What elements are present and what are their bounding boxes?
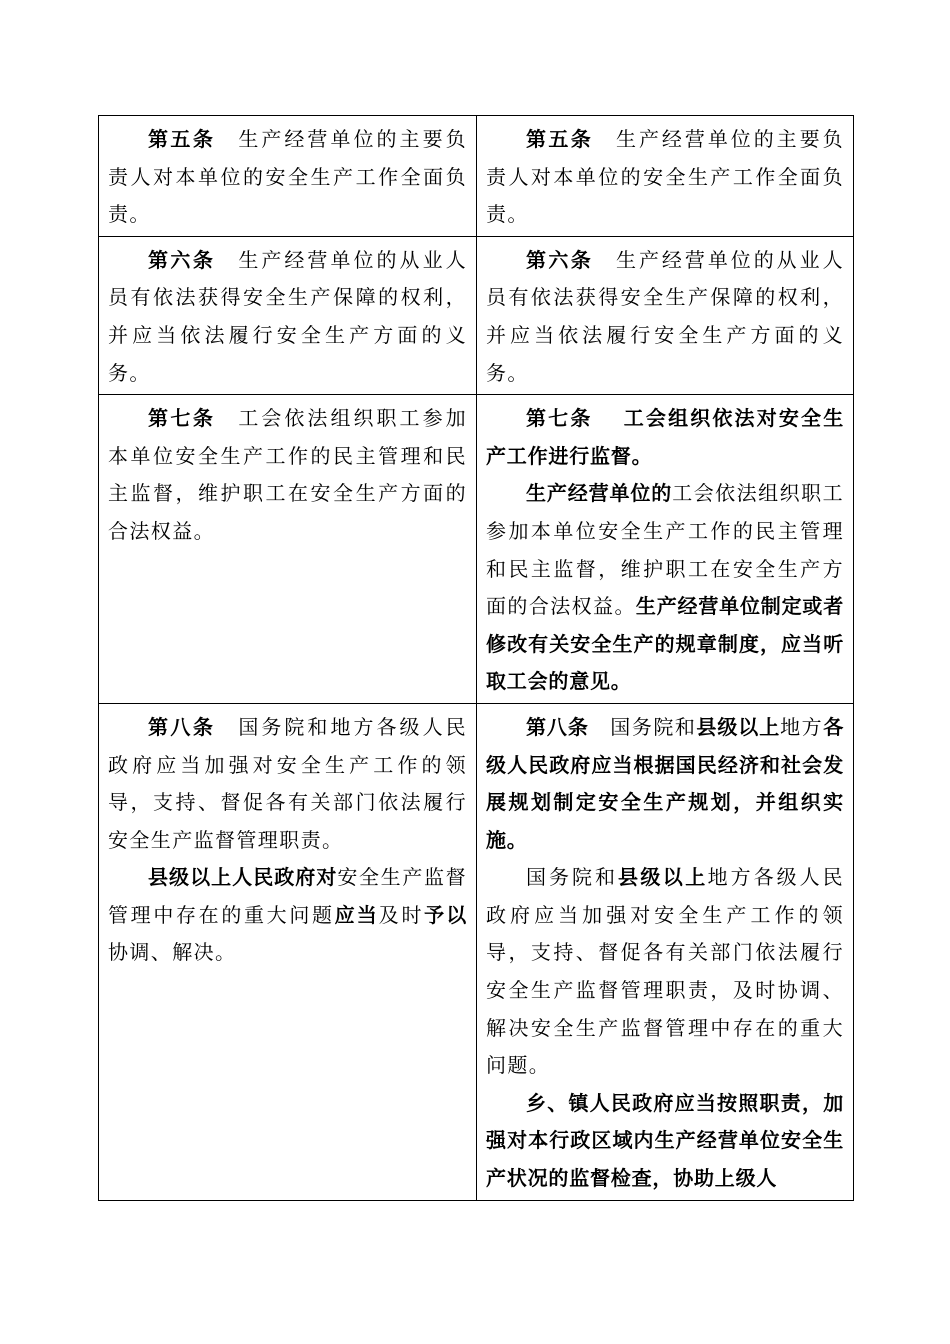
bold-text-run: 第五条 xyxy=(148,127,216,151)
bold-text-run: 乡、镇人民政府应当按照职责，加强对本行政区域内生产经营单位安全生产状况的监督检查，协助上级人 xyxy=(486,1090,844,1191)
text-run: 及时 xyxy=(378,902,425,927)
original-text-cell xyxy=(99,116,477,237)
original-text-cell xyxy=(99,395,477,704)
article-paragraph xyxy=(486,1085,844,1198)
bold-text-run: 应当 xyxy=(334,902,379,927)
table-row xyxy=(99,236,854,394)
bold-text-run: 各级人民政府应当根据国民经济和社会发展规划制定安全生产规划，并组织实施。 xyxy=(486,714,845,852)
text-run: 国务院和 xyxy=(526,865,618,890)
article-paragraph xyxy=(108,242,467,392)
article-paragraph xyxy=(108,709,467,859)
bold-text-run: 县级以上人民政府对 xyxy=(148,865,338,890)
text-run: 地方 xyxy=(780,714,824,739)
original-text-cell xyxy=(99,703,477,1200)
revised-text-cell xyxy=(477,236,854,394)
revised-text-cell xyxy=(477,116,854,237)
text-run: 生产经营单位的主要负责人对本单位的安全生产工作全面负责。 xyxy=(108,127,467,227)
bold-text-run: 第五条 xyxy=(526,127,594,151)
article-paragraph xyxy=(108,400,467,550)
bold-text-run: 第六条 xyxy=(526,247,594,272)
text-run: 国务院和 xyxy=(588,714,697,739)
table-row xyxy=(99,116,854,237)
bold-text-run: 第七条 工会组织依法对安全生产工作进行监督。 xyxy=(486,406,844,468)
text-run: ，及时协调、解决安全生产监督管理中存在的重大问题。 xyxy=(486,978,845,1078)
bold-text-run: 生产经营单位制定或者修改有关安全生产的规章制度，应当听取工会的意见。 xyxy=(486,594,844,694)
article-paragraph xyxy=(108,121,467,234)
text-run: 生产经营单位的从业人员有依法获得安全生产保障的权利，并应当依法履行安全生产方面的义务。 xyxy=(486,247,844,385)
text-run: 协调、解决。 xyxy=(108,940,237,965)
table-row xyxy=(99,703,854,1200)
comparison-table xyxy=(98,115,854,1201)
original-text-cell xyxy=(99,236,477,394)
text-run: 工会依法组织职工参加本单位安全生产工作的民主管理和民主监督，维护职工在安全生产方面的合法权益。 xyxy=(486,481,844,619)
bold-text-run: 予以 xyxy=(424,902,468,927)
article-paragraph xyxy=(486,475,844,701)
text-run: 国务院和地方各级人民政府应当加强对安全生产工作的领导，支持、督促各有关部门依法履行安全生产监督管理职责。 xyxy=(108,714,467,852)
article-paragraph xyxy=(486,859,844,1085)
bold-text-run: 第八条 xyxy=(148,714,216,739)
bold-text-run: 县级以上 xyxy=(696,714,781,739)
text-run: 工会依法组织职工参加本单位安全生产工作的民主管理和民主监督，维护职工在安全生产方面的合法权益。 xyxy=(108,406,467,543)
text-run: 生产经营单位的主要负责人对本单位的安全生产工作全面负责。 xyxy=(486,127,844,227)
article-paragraph xyxy=(108,859,467,972)
article-paragraph xyxy=(486,709,844,859)
bold-text-run: 第七条 xyxy=(148,406,216,431)
revised-text-cell xyxy=(477,395,854,704)
text-run: 安全生产监督管理中存在的重大问题 xyxy=(108,865,468,927)
text-run: 地方各级人民政府应当加强对安全生产工作的领导，支持、督促各有关部门依法履行安全生产监督管理职责 xyxy=(486,865,845,1003)
revised-text-cell xyxy=(477,703,854,1200)
text-run: 生产经营单位的从业人员有依法获得安全生产保障的权利，并应当依法履行安全生产方面的义务。 xyxy=(108,247,467,385)
table-row xyxy=(99,395,854,704)
article-paragraph xyxy=(486,121,844,234)
bold-text-run: 生产经营单位的 xyxy=(526,481,673,506)
bold-text-run: 第六条 xyxy=(148,247,216,272)
article-paragraph xyxy=(486,400,844,475)
article-paragraph xyxy=(486,242,844,392)
bold-text-run: 第八条 xyxy=(526,714,589,739)
bold-text-run: 县级以上 xyxy=(618,865,708,890)
